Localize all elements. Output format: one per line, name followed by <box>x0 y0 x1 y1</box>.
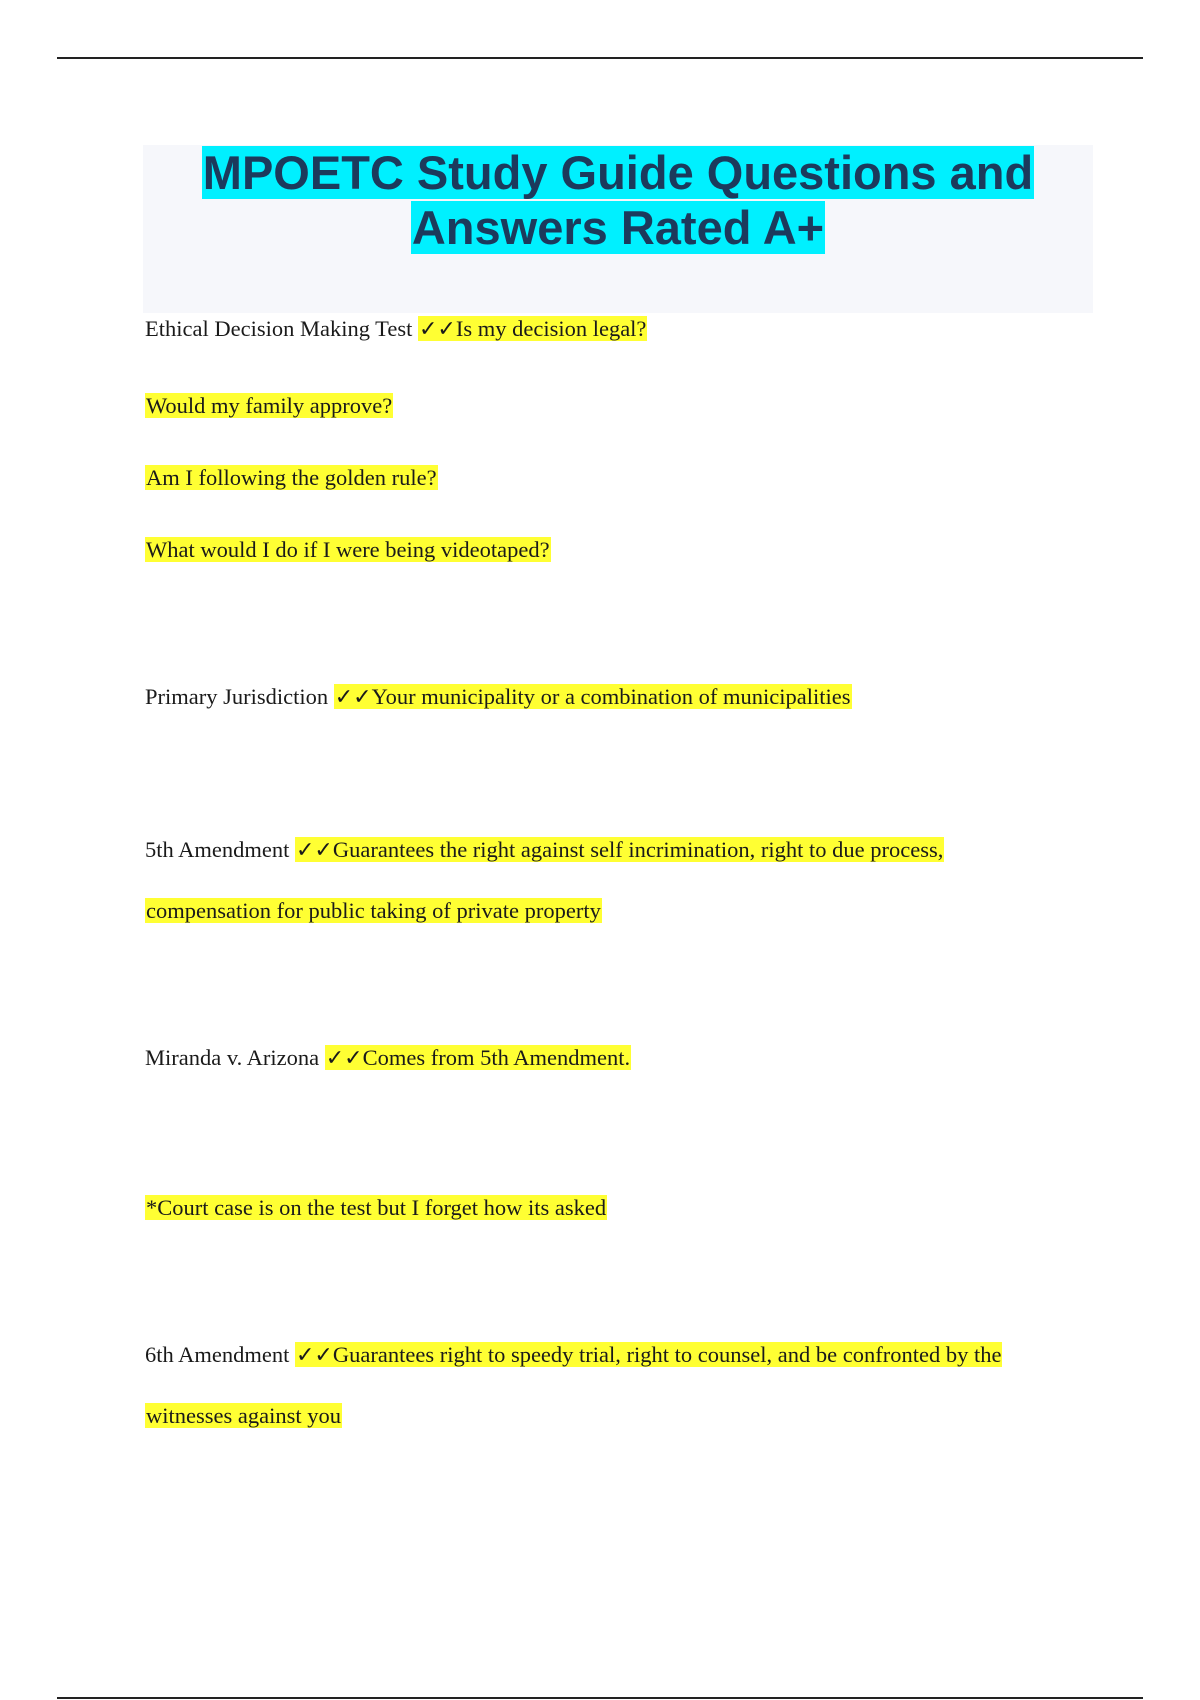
double-check-icon: ✓✓ <box>296 838 333 863</box>
answer-text: compensation for public taking of private property <box>146 898 601 923</box>
qa-item-6th-amendment <box>145 1340 1002 1371</box>
double-check-icon: ✓✓ <box>296 1343 333 1368</box>
answer-line <box>145 535 551 565</box>
answer-line <box>145 391 393 421</box>
answer-text: Is my decision legal? <box>455 316 647 341</box>
answer-line <box>145 1401 342 1431</box>
question-term: Primary Jurisdiction <box>145 684 329 709</box>
top-rule <box>57 57 1143 59</box>
answer-line <box>145 1193 607 1223</box>
answer-highlight <box>295 837 944 862</box>
answer-text: Your municipality or a combination of municipalities <box>371 684 851 709</box>
bottom-rule <box>57 1697 1143 1699</box>
qa-item-5th-amendment <box>145 835 944 866</box>
title-line-2: Answers Rated A+ <box>411 201 825 254</box>
question-term: 5th Amendment <box>145 837 290 862</box>
answer-text: Would my family approve? <box>146 393 393 418</box>
answer-highlight <box>295 1342 1002 1367</box>
answer-line <box>145 463 438 493</box>
answer-line <box>145 896 602 926</box>
answer-text: What would I do if I were being videotaped? <box>146 537 550 562</box>
title-block <box>143 145 1093 313</box>
answer-text: *Court case is on the test but I forget how its asked <box>146 1195 607 1220</box>
question-term: Miranda v. Arizona <box>145 1045 320 1070</box>
double-check-icon: ✓✓ <box>334 685 372 710</box>
answer-highlight <box>325 1045 631 1070</box>
answer-highlight <box>334 684 852 709</box>
answer-highlight <box>418 316 647 341</box>
question-term: Ethical Decision Making Test <box>145 316 413 341</box>
answer-text: Comes from 5th Amendment. <box>362 1045 631 1070</box>
double-check-icon: ✓✓ <box>325 1046 363 1071</box>
document-title <box>143 145 1093 255</box>
answer-text: Guarantees right to speedy trial, right to counsel, and be confronted by the <box>332 1342 1002 1367</box>
qa-item-primary-jurisdiction <box>145 682 852 713</box>
question-term: 6th Amendment <box>145 1342 290 1367</box>
answer-text: Guarantees the right against self incrimination, right to due process, <box>332 837 944 862</box>
answer-text: witnesses against you <box>146 1403 341 1428</box>
title-line-1: MPOETC Study Guide Questions and <box>202 146 1034 199</box>
qa-item-miranda <box>145 1043 631 1074</box>
double-check-icon: ✓✓ <box>418 317 456 342</box>
qa-item-ethical-decision <box>145 314 647 345</box>
answer-text: Am I following the golden rule? <box>146 465 437 490</box>
